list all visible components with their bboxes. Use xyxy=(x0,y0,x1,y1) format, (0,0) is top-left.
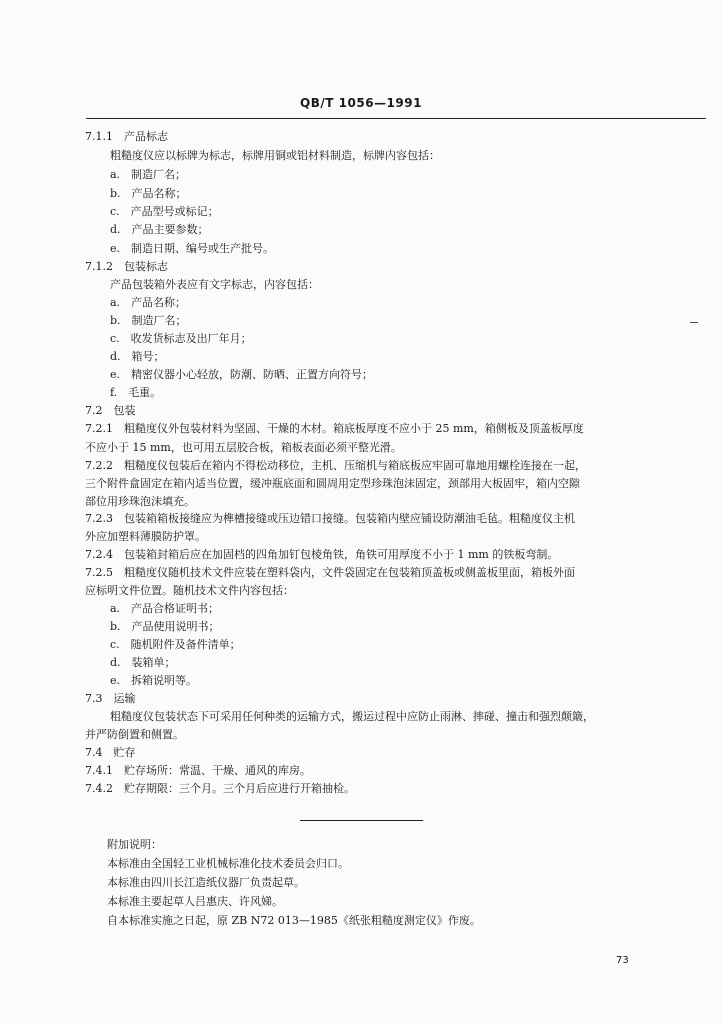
text-line: c. 随机附件及备件清单； xyxy=(110,638,241,651)
text-line: 不应小于 15 mm，也可用五层胶合板，箱板表面必须平整光滑。 xyxy=(85,441,402,454)
text-line: a. 产品名称； xyxy=(110,296,187,309)
text-line: 7.2.2 粗糙度仪包装后在箱内不得松动移位，主机、压缩机与箱底板应牢固可靠地用螺栓连接在一起， xyxy=(85,459,586,472)
note-line: 本标准由四川长江造纸仪器厂负责起草。 xyxy=(107,876,305,889)
text-line: 7.1.1 产品标志 xyxy=(85,130,168,143)
text-line: 7.4.2 贮存期限：三个月。三个月后应进行开箱抽检。 xyxy=(85,782,355,795)
text-line: 7.4 贮存 xyxy=(85,746,136,759)
text-line: 7.2.3 包装箱箱板接缝应为榫槽接缝或压边错口接缝。包装箱内壁应铺设防潮油毛毡。粗糙度仪主机 xyxy=(85,512,575,525)
text-line: 7.4.1 贮存场所：常温、干燥、通风的库房。 xyxy=(85,764,311,777)
text-line: 外应加塑料薄膜防护罩。 xyxy=(85,530,206,543)
note-line: 本标准由全国轻工业机械标准化技术委员会归口。 xyxy=(107,857,349,870)
text-line: b. 产品名称； xyxy=(110,187,187,200)
text-line: e. 精密仪器小心轻放，防潮、防晒、正置方向符号； xyxy=(110,368,374,381)
standard-code-header: QB/T 1056—1991 xyxy=(300,96,422,110)
text-line: 部位用珍珠泡沫填充。 xyxy=(85,495,195,508)
text-line: f. 毛重。 xyxy=(110,386,162,399)
note-line: 附加说明： xyxy=(107,838,162,851)
text-line: c. 产品型号或标记； xyxy=(110,205,219,218)
text-line: a. 产品合格证明书； xyxy=(110,602,220,615)
text-line: 7.2.4 包装箱封箱后应在加固档的四角加钉包棱角铁，角铁可用厚度不小于 1 mm 的铁板弯制。 xyxy=(85,548,559,561)
text-line: 应标明文件位置。随机技术文件内容包括： xyxy=(85,584,294,597)
text-line: d. 产品主要参数； xyxy=(110,223,209,236)
text-line: e. 拆箱说明等。 xyxy=(110,674,198,687)
note-line: 本标准主要起草人吕惠庆、许风娣。 xyxy=(107,895,283,908)
text-line: b. 制造厂名； xyxy=(110,314,187,327)
text-line: a. 制造厂名； xyxy=(110,168,187,181)
text-line: 粗糙度仪包装状态下可采用任何种类的运输方式，搬运过程中应防止雨淋、摔碰、撞击和强烈颠簸， xyxy=(110,710,594,723)
page-number: 73 xyxy=(616,955,629,966)
text-line: b. 产品使用说明书； xyxy=(110,620,220,633)
text-line: 粗糙度仪应以标牌为标志，标牌用铜或铝材料制造，标牌内容包括： xyxy=(110,149,440,162)
text-line: 7.2.1 粗糙度仪外包装材料为坚固、干燥的木材。箱底板厚度不应小于 25 mm，箱侧板及顶盖板厚度 xyxy=(85,422,584,435)
text-line: 产品包装箱外表应有文字标志，内容包括： xyxy=(110,278,319,291)
text-line: c. 收发货标志及出厂年月； xyxy=(110,332,252,345)
text-line: d. 箱号； xyxy=(110,350,165,363)
text-line: d. 装箱单； xyxy=(110,656,176,669)
footer-divider xyxy=(300,820,423,821)
text-line: 并严防倒置和侧置。 xyxy=(85,728,184,741)
header-rule xyxy=(86,118,706,119)
text-line: 7.3 运输 xyxy=(85,692,136,705)
text-line: e. 制造日期、编号或生产批号。 xyxy=(110,242,275,255)
text-line: 7.1.2 包装标志 xyxy=(85,260,168,273)
text-line: 7.2 包装 xyxy=(85,404,136,417)
text-line: 7.2.5 粗糙度仪随机技术文件应装在塑料袋内，文件袋固定在包装箱顶盖板或侧盖板里面，箱板外面 xyxy=(85,566,575,579)
margin-mark xyxy=(690,322,698,323)
text-line: 三个附件盒固定在箱内适当位置，缓冲瓶底面和圆周用定型珍珠泡沫固定，颈部用大板固牢，箱内空隙 xyxy=(85,477,580,490)
note-line: 自本标准实施之日起，原 ZB N72 013—1985《纸张粗糙度测定仪》作废。 xyxy=(107,914,481,927)
